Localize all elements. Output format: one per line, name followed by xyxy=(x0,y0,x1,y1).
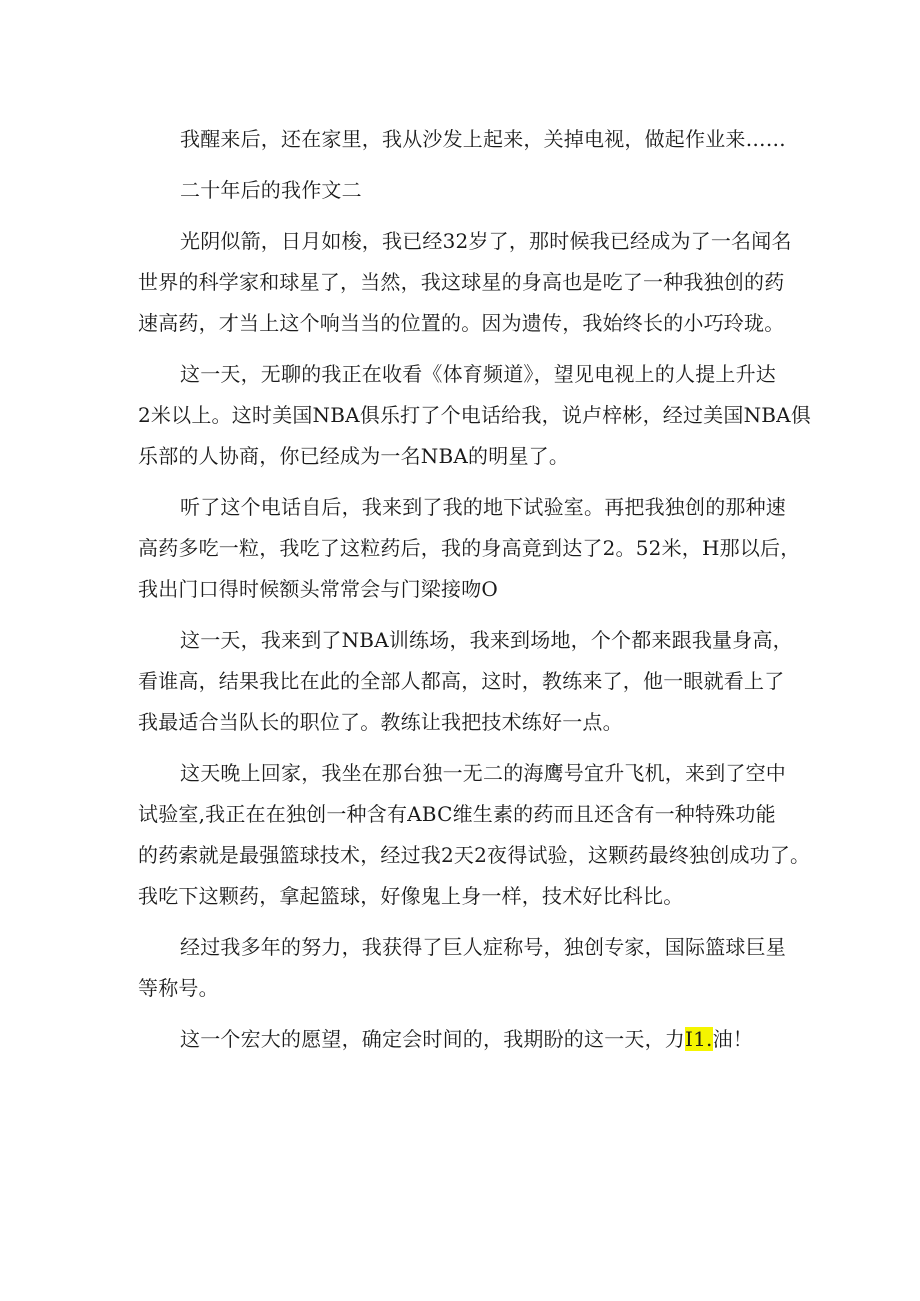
paragraph-line: 这一天，无聊的我正在收看《体育频道》，望见电视上的人提上升达 xyxy=(180,362,776,386)
paragraph-line: 这天晚上回家，我坐在那台独一无二的海鹰号宜升飞机，来到了空中 xyxy=(180,761,786,785)
paragraph-line: 我吃下这颗药，拿起篮球，好像鬼上身一样，技术好比科比。 xyxy=(138,884,684,908)
paragraph-line: 速高药，才当上这个响当当的位置的。因为遗传，我始终长的小巧玲珑。 xyxy=(138,311,785,335)
paragraph-line: 经过我多年的努力，我获得了巨人症称号，独创专家，国际篮球巨星 xyxy=(180,935,786,959)
paragraph-line: 试验室,我正在在独创一种含有ABC维生素的药而且还含有一种特殊功能 xyxy=(138,802,776,826)
paragraph-line: 这一天，我来到了NBA训练场，我来到场地，个个都来跟我量身高， xyxy=(180,628,793,652)
document-body xyxy=(138,119,812,1060)
paragraph-line: 我醒来后，还在家里，我从沙发上起来，关掉电视，做起作业来…… xyxy=(180,127,786,151)
essay-heading: 二十年后的我作文二 xyxy=(180,178,362,202)
paragraph-line: 我出门口得时候额头常常会与门梁接吻O xyxy=(138,577,498,601)
closing-line-text: 这一个宏大的愿望，确定会时间的，我期盼的这一天，力 xyxy=(180,1027,685,1051)
paragraph-line: 光阴似箭，日月如梭，我已经32岁了，那时候我已经成为了一名闻名 xyxy=(180,229,792,253)
paragraph-line: 高药多吃一粒，我吃了这粒药后，我的身高竟到达了2。52米，H那以后， xyxy=(138,536,801,560)
paragraph-line: 的药索就是最强篮球技术，经过我2天2夜得试验，这颗药最终独创成功了。 xyxy=(138,843,811,867)
paragraph-line: 等称号。 xyxy=(138,976,219,1000)
highlighted-text: I1. xyxy=(685,1027,713,1051)
paragraph-line: 世界的科学家和球星了，当然，我这球星的身高也是吃了一种我独创的药 xyxy=(138,270,785,294)
closing-line xyxy=(138,1019,798,1060)
paragraph-line: 乐部的人协商，你已经成为一名NBA的明星了。 xyxy=(138,444,570,468)
paragraph-line: 我最适合当队长的职位了。教练让我把技术练好一点。 xyxy=(138,710,623,734)
closing-line-end: 油！ xyxy=(712,1027,753,1051)
paragraph-line: 2米以上。这时美国NBA俱乐打了个电话给我，说卢梓彬，经过美国NBA俱 xyxy=(138,403,812,427)
paragraph-line: 看谁高，结果我比在此的全部人都高，这时，教练来了，他一眼就看上了 xyxy=(138,669,785,693)
paragraph-line: 听了这个电话自后，我来到了我的地下试验室。再把我独创的那种速 xyxy=(180,495,786,519)
